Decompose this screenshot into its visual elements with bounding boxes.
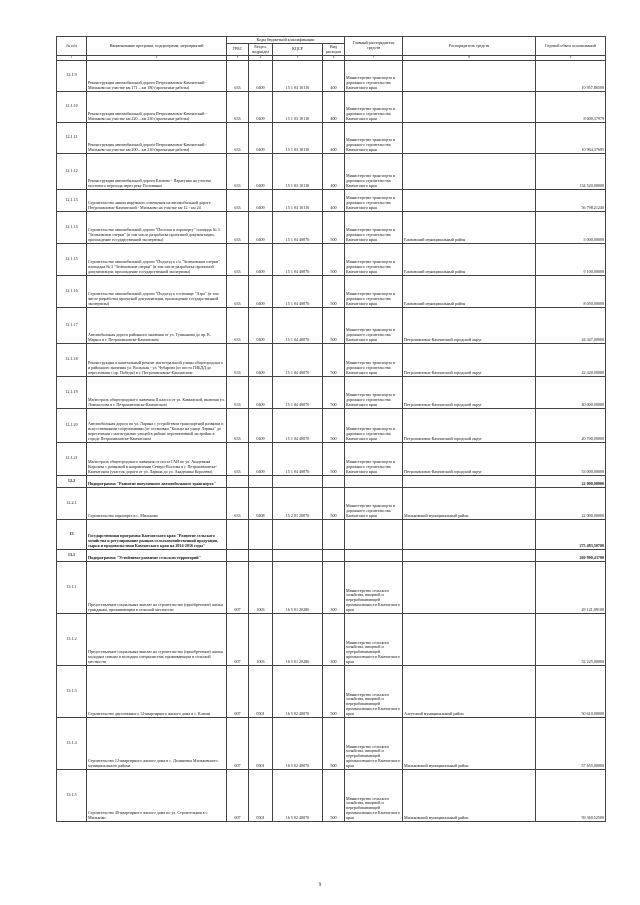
row-name: Строительство линии наружного освещения на автомобильной дороге Петропавловск-Камчатский - Мильково на участке км 12 - км 24	[87, 189, 227, 211]
row-name: Строительство автомобильной дороги "Подъезд к гостинице "Аэро" (в том числе разработка проектной документации, прохождение государственной экспертизы)	[87, 275, 227, 307]
row-name: Реконструкция и капитальный ремонт магистральной улицы общегородского и районного значения ул. Вольская - ул. Чубарова (от поста ГИБДД до пересечения с пр. Победы) в г. Петропавловске-Камчатском	[87, 343, 227, 376]
row-grbs: 633	[227, 275, 249, 307]
table-row	[57, 189, 606, 211]
codes-group-header: Коды бюджетной классификации	[227, 37, 345, 44]
row-vr: 300	[323, 561, 345, 613]
table-row	[57, 211, 606, 243]
row-grbs: 607	[227, 613, 249, 665]
row-amount: 42 420,00000	[536, 343, 606, 376]
row-manager: Министерство транспорта и дорожного строительства Камчатского края	[345, 243, 403, 275]
row-grbs: 633	[227, 307, 249, 343]
row-recipient	[403, 189, 536, 211]
col-manager-header: Главный распорядитель средств	[345, 37, 403, 56]
row-grbs: 633	[227, 408, 249, 442]
column-index: 4	[249, 56, 273, 61]
col-total-header: Годовой объем ассигнований	[536, 37, 606, 56]
row-name: Строительство двухэтажного 12-квартирного жилого дома в с. Ключи	[87, 665, 227, 717]
row-ksr	[273, 519, 323, 549]
row-grbs: 607	[227, 561, 249, 613]
row-number: 12.1.15	[57, 243, 87, 275]
row-ksr: 15 1 04 40070	[273, 343, 323, 376]
row-manager	[345, 475, 403, 487]
row-number: 12.1.10	[57, 91, 87, 122]
row-manager: Министерство транспорта и дорожного строительства Камчатского края	[345, 487, 403, 519]
table-row	[57, 613, 606, 665]
row-razdel: 0409	[249, 275, 273, 307]
row-number: 12.1.9	[57, 60, 87, 91]
row-manager: Министерство транспорта и дорожного строительства Камчатского края	[345, 211, 403, 243]
table-row	[57, 475, 606, 487]
row-number: 12.1.18	[57, 343, 87, 376]
row-vr: 400	[323, 91, 345, 122]
table-row	[57, 376, 606, 408]
row-recipient	[403, 519, 536, 549]
row-amount: 8 050,00000	[536, 275, 606, 307]
row-vr: 300	[323, 613, 345, 665]
table-row	[57, 122, 606, 153]
row-name: Реконструкция автомобильной дороги Елизово - Паратунка на участке мостового перехода через реку Половинка	[87, 153, 227, 189]
row-name: Строительство автомобильной дороги "Подъезд к с/о "Зеленовские озерки" площадка № 3 "Зеленовские озерки" (в том числе разработка проектной документации, прохождение государственной экспертизы)	[87, 243, 227, 275]
row-name: Автомобильная дорога по ул. Ларина с устройством транспортной развязки и искусственными сооружениями (от остановки "Кольцо на улице Ларина" до пересечения с магистралью улицей в районе перспективной застройки в городе Петропавловске-Камчатском	[87, 408, 227, 442]
col-ksr-header: КЦСР	[273, 44, 323, 56]
row-ksr: 15 1 03 10110	[273, 153, 323, 189]
row-amount: 275 483,50700	[536, 519, 606, 549]
row-name: Государственная программа Камчатского края "Развитие сельского хозяйства и регулирование рынков сельскохозяйственной продукции, сырья и продовольствия Камчатского края на 2014-2016 годы"	[87, 519, 227, 549]
row-amount: 29 121,09100	[536, 561, 606, 613]
row-amount: 8 600,37979	[536, 91, 606, 122]
row-number: 12.2	[57, 475, 87, 487]
row-amount: 20 700,00000	[536, 408, 606, 442]
row-vr: 500	[323, 487, 345, 519]
row-vr: 500	[323, 717, 345, 769]
col-vr-header: Вид расходов	[323, 44, 345, 56]
row-name: Предоставление социальных выплат на строительство (приобретение) жилья молодым семьям и молодым специалистам, проживающим в сельской местности	[87, 613, 227, 665]
row-manager: Министерство транспорта и дорожного строительства Камчатского края	[345, 343, 403, 376]
table-row	[57, 91, 606, 122]
row-amount: 44 347,00000	[536, 307, 606, 343]
row-vr: 500	[323, 408, 345, 442]
row-recipient: Петропавловск-Камчатский городской округ	[403, 442, 536, 475]
page-number: 9	[318, 883, 322, 888]
row-amount: 53 000,00000	[536, 442, 606, 475]
row-amount: 56 798,21240	[536, 189, 606, 211]
row-name: Реконструкция автомобильной дороги Петропавловск-Камчатский - Мильково на участке км 171 – км 180 (проектные работы)	[87, 60, 227, 91]
row-vr: 400	[323, 60, 345, 91]
row-grbs	[227, 475, 249, 487]
row-vr	[323, 519, 345, 549]
row-grbs: 607	[227, 717, 249, 769]
row-vr: 500	[323, 275, 345, 307]
row-manager	[345, 549, 403, 561]
row-manager: Министерство сельского хозяйства, пищевой и перерабатывающей промышленности Камчатского края	[345, 561, 403, 613]
table-row	[57, 561, 606, 613]
row-manager: Министерство транспорта и дорожного строительства Камчатского края	[345, 408, 403, 442]
row-recipient	[403, 549, 536, 561]
column-index: 8	[403, 56, 536, 61]
row-ksr: 16 5 02 40070	[273, 665, 323, 717]
row-amount: 260 990,43700	[536, 549, 606, 561]
row-vr: 500	[323, 376, 345, 408]
column-index: 2	[87, 56, 227, 61]
row-vr: 400	[323, 189, 345, 211]
column-index: 9	[536, 56, 606, 61]
row-name: Автомобильная дорога районного значения от ул. Тушканова до пр. К. Маркса в г. Петропавловске-Камчатском	[87, 307, 227, 343]
row-manager: Министерство транспорта и дорожного строительства Камчатского края	[345, 91, 403, 122]
row-number: 13.1.4	[57, 717, 87, 769]
row-recipient: Петропавловск-Камчатский городской округ	[403, 307, 536, 343]
row-grbs: 633	[227, 189, 249, 211]
row-ksr: 15 1 04 40070	[273, 275, 323, 307]
row-grbs: 633	[227, 487, 249, 519]
row-ksr: 15 1 04 40070	[273, 307, 323, 343]
row-ksr: 16 5 01 20280	[273, 613, 323, 665]
row-razdel: 0501	[249, 665, 273, 717]
row-amount: 5 000,00000	[536, 211, 606, 243]
row-vr	[323, 475, 345, 487]
row-grbs: 633	[227, 343, 249, 376]
row-recipient: Алеутский муниципальный район	[403, 665, 536, 717]
row-number: 12.1.17	[57, 307, 87, 343]
row-recipient: Петропавловск-Камчатский городской округ	[403, 408, 536, 442]
row-vr: 500	[323, 442, 345, 475]
table-body	[57, 60, 606, 821]
row-recipient: Мильковский муниципальный район	[403, 769, 536, 821]
budget-table	[56, 36, 606, 822]
table-row	[57, 769, 606, 821]
row-grbs: 633	[227, 122, 249, 153]
row-name: Строительство автомобильной дороги "Поселок в аэропорту" площадь № 3 "Зеленовские озерки" (в том числе разработка проектной документации, прохождение государственной экспертизы)	[87, 211, 227, 243]
table-row	[57, 442, 606, 475]
row-vr: 500	[323, 243, 345, 275]
row-razdel: 0409	[249, 243, 273, 275]
row-ksr: 15 1 04 40070	[273, 442, 323, 475]
row-recipient: Елизовский муниципальный район	[403, 211, 536, 243]
row-recipient: Петропавловск-Камчатский городской округ	[403, 343, 536, 376]
row-amount: 10 957,86500	[536, 60, 606, 91]
row-grbs: 633	[227, 243, 249, 275]
row-number: 13.1.5	[57, 769, 87, 821]
row-recipient	[403, 613, 536, 665]
row-amount: 32 225,00000	[536, 613, 606, 665]
row-razdel: 0409	[249, 60, 273, 91]
row-ksr: 15 1 03 10110	[273, 122, 323, 153]
row-razdel: 0409	[249, 153, 273, 189]
row-vr: 500	[323, 343, 345, 376]
row-vr: 400	[323, 153, 345, 189]
col-razdel-header: Раздел, подраздел	[249, 44, 273, 56]
row-vr: 400	[323, 122, 345, 153]
row-name: Строительство 40-квартирного жилого дома по ул. Строительная в с. Мильково	[87, 769, 227, 821]
row-manager: Министерство сельского хозяйства, пищевой и перерабатывающей промышленности Камчатского края	[345, 613, 403, 665]
column-index: 3	[227, 56, 249, 61]
row-razdel: 1003	[249, 613, 273, 665]
row-manager: Министерство транспорта и дорожного строительства Камчатского края	[345, 60, 403, 91]
row-manager: Министерство транспорта и дорожного строительства Камчатского края	[345, 189, 403, 211]
row-razdel: 0409	[249, 307, 273, 343]
row-ksr: 15 2 01 20070	[273, 487, 323, 519]
column-index: 5	[273, 56, 323, 61]
row-number: 12.1.21	[57, 442, 87, 475]
row-manager: Министерство транспорта и дорожного строительства Камчатского края	[345, 442, 403, 475]
row-number: 12.1.11	[57, 122, 87, 153]
row-vr: 500	[323, 665, 345, 717]
row-razdel: 0409	[249, 211, 273, 243]
row-razdel: 0409	[249, 442, 273, 475]
row-ksr: 15 1 04 40070	[273, 408, 323, 442]
row-grbs: 607	[227, 769, 249, 821]
row-ksr	[273, 475, 323, 487]
row-name: Подпрограмма "Развитие внеуличного автомобильного транспорта"	[87, 475, 227, 487]
row-name: Реконструкция автомобильной дороги Петропавловск-Камчатский - Мильково на участке км 220 – км 230 (проектные работы)	[87, 91, 227, 122]
table-row	[57, 549, 606, 561]
row-grbs: 633	[227, 442, 249, 475]
row-manager: Министерство транспорта и дорожного строительства Камчатского края	[345, 153, 403, 189]
row-ksr: 15 1 03 10110	[273, 189, 323, 211]
row-amount: 22 000,00000	[536, 487, 606, 519]
row-amount: 59 360,52500	[536, 769, 606, 821]
row-recipient: Елизовский муниципальный район	[403, 275, 536, 307]
table-row	[57, 665, 606, 717]
row-grbs	[227, 549, 249, 561]
row-vr: 500	[323, 307, 345, 343]
row-amount: 40 000,00000	[536, 376, 606, 408]
row-recipient	[403, 475, 536, 487]
row-grbs: 633	[227, 91, 249, 122]
row-recipient	[403, 122, 536, 153]
row-razdel: 0409	[249, 189, 273, 211]
row-razdel: 0409	[249, 376, 273, 408]
table-row	[57, 408, 606, 442]
row-manager: Министерство транспорта и дорожного строительства Камчатского края	[345, 275, 403, 307]
col-no-header: № п/п	[57, 37, 87, 56]
row-recipient	[403, 60, 536, 91]
row-ksr: 15 1 03 10110	[273, 60, 323, 91]
column-index: 7	[345, 56, 403, 61]
row-recipient	[403, 153, 536, 189]
table-row	[57, 519, 606, 549]
row-manager: Министерство сельского хозяйства, пищевой и перерабатывающей промышленности Камчатского края	[345, 717, 403, 769]
row-number: 12.1.19	[57, 376, 87, 408]
row-razdel: 0409	[249, 91, 273, 122]
row-razdel: 0501	[249, 717, 273, 769]
row-name: Магистраль общегородского значения от поста ГАИ по ул. Академика Королева с развязкой в направлении Северо-Востока в г. Петропавловске-Камчатском (участок дороги от ул. Ларина до ул. Академика Королёва)	[87, 442, 227, 475]
row-name: Строительство 12-квартирного жилого дома в с. Долиновка Мильковского муниципального района	[87, 717, 227, 769]
row-manager: Министерство сельского хозяйства, пищевой и перерабатывающей промышленности Камчатского края	[345, 665, 403, 717]
row-manager	[345, 519, 403, 549]
row-ksr	[273, 549, 323, 561]
row-vr: 500	[323, 769, 345, 821]
table-row	[57, 307, 606, 343]
row-recipient: Петропавловск-Камчатский городской округ	[403, 376, 536, 408]
row-number: 13.1.1	[57, 561, 87, 613]
row-ksr: 16 5 02 40070	[273, 769, 323, 821]
row-ksr: 16 5 02 40070	[273, 717, 323, 769]
row-amount: 57 655,00000	[536, 717, 606, 769]
column-index: 1	[57, 56, 87, 61]
table-row	[57, 487, 606, 519]
row-name: Предоставление социальных выплат на строительство (приобретение) жилья гражданам, проживающим в сельской местности	[87, 561, 227, 613]
table-row	[57, 243, 606, 275]
row-vr: 500	[323, 211, 345, 243]
row-razdel: 0409	[249, 408, 273, 442]
row-number: 12.1.14	[57, 211, 87, 243]
table-row	[57, 275, 606, 307]
row-razdel: 1003	[249, 561, 273, 613]
row-number: 12.1.12	[57, 153, 87, 189]
row-grbs	[227, 519, 249, 549]
row-recipient: Елизовский муниципальный район	[403, 243, 536, 275]
row-name: Реконструкция автомобильной дороги Петропавловск-Камчатский - Мильково на участке км 200 – км 210 (проектные работы)	[87, 122, 227, 153]
row-amount: 10 964,37695	[536, 122, 606, 153]
row-manager: Министерство транспорта и дорожного строительства Камчатского края	[345, 122, 403, 153]
row-recipient	[403, 91, 536, 122]
row-name: Подпрограмма "Устойчивое развитие сельских территорий"	[87, 549, 227, 561]
row-manager: Министерство транспорта и дорожного строительства Камчатского края	[345, 307, 403, 343]
row-ksr: 15 1 04 40070	[273, 211, 323, 243]
row-number: 13.1	[57, 549, 87, 561]
table-row	[57, 717, 606, 769]
row-razdel	[249, 475, 273, 487]
row-razdel: 0408	[249, 487, 273, 519]
row-grbs: 633	[227, 153, 249, 189]
table-row	[57, 343, 606, 376]
row-number: 12.2.1	[57, 487, 87, 519]
col-grbs-header: ГРБС	[227, 44, 249, 56]
row-grbs: 633	[227, 211, 249, 243]
row-razdel: 0409	[249, 343, 273, 376]
row-recipient	[403, 561, 536, 613]
row-amount: 50 610,00000	[536, 665, 606, 717]
row-ksr: 15 1 03 10110	[273, 91, 323, 122]
row-number: 13.1.2	[57, 613, 87, 665]
row-razdel: 0409	[249, 122, 273, 153]
table-row	[57, 60, 606, 91]
row-ksr: 16 5 01 20280	[273, 561, 323, 613]
row-vr	[323, 549, 345, 561]
row-amount: 134 520,00000	[536, 153, 606, 189]
row-number: 13	[57, 519, 87, 549]
row-amount: 22 000,00000	[536, 475, 606, 487]
row-name: Магистраль общегородского значения II класса от ул. Кавказской, включая ул. Ломоносова в г. Петропавловске-Камчатском	[87, 376, 227, 408]
row-ksr: 15 1 04 40070	[273, 243, 323, 275]
row-manager: Министерство сельского хозяйства, пищевой и перерабатывающей промышленности Камчатского края	[345, 769, 403, 821]
col-name-header: Наименование программ, подпрограмм, мероприятий	[87, 37, 227, 56]
row-name: Строительство аэропорта в с. Мильково	[87, 487, 227, 519]
row-number: 12.1.20	[57, 408, 87, 442]
row-razdel	[249, 519, 273, 549]
row-recipient: Мильковский муниципальный район	[403, 717, 536, 769]
row-number: 12.1.13	[57, 189, 87, 211]
row-grbs: 633	[227, 376, 249, 408]
row-recipient: Мильковский муниципальный район	[403, 487, 536, 519]
row-number: 13.1.3	[57, 665, 87, 717]
column-index: 6	[323, 56, 345, 61]
row-razdel	[249, 549, 273, 561]
row-ksr: 15 1 04 40070	[273, 376, 323, 408]
row-razdel: 0501	[249, 769, 273, 821]
col-recipient-header: Распорядитель средств	[403, 37, 536, 56]
row-number: 12.1.16	[57, 275, 87, 307]
row-amount: 9 100,00000	[536, 243, 606, 275]
table-row	[57, 153, 606, 189]
row-manager: Министерство транспорта и дорожного строительства Камчатского края	[345, 376, 403, 408]
row-grbs: 633	[227, 60, 249, 91]
row-grbs: 607	[227, 665, 249, 717]
